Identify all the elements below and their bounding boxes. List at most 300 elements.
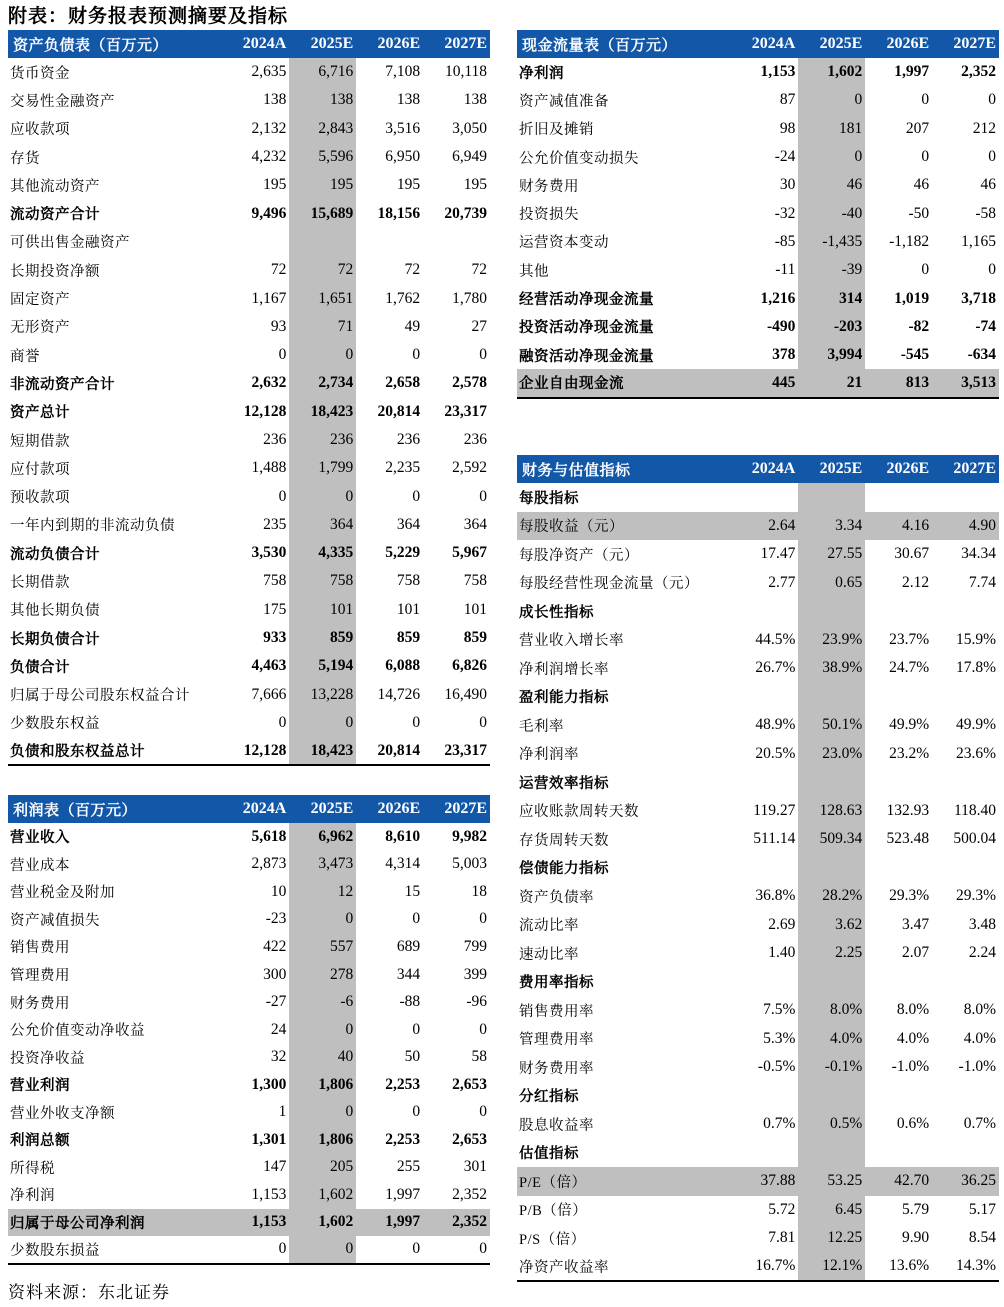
row-label: 少数股东损益	[10, 1242, 100, 1259]
column-header-2024A: 2024A	[222, 30, 289, 58]
cell-2027E: 0	[479, 910, 487, 928]
cell-2025E: 0	[289, 482, 356, 510]
cell-2026E: 689	[396, 937, 421, 955]
cell-2024A	[222, 228, 289, 256]
cell-2027E: 58	[471, 1048, 487, 1066]
table-row	[517, 626, 999, 655]
cell-2024A: 0	[278, 487, 287, 505]
column-header-2027E: 2027E	[423, 795, 490, 823]
row-label: 每股收益（元）	[517, 512, 731, 541]
cell-2027E	[932, 854, 999, 883]
table-row	[517, 1196, 999, 1225]
cell-2024A: 48.9%	[755, 716, 796, 734]
cell-2026E: 0	[412, 487, 421, 505]
source-note: 资料来源：东北证券	[8, 1283, 170, 1302]
cell-2025E	[798, 1082, 865, 1111]
cell-2024A	[731, 483, 798, 512]
cell-2024A: 17.47	[760, 545, 796, 563]
table-row	[8, 1016, 490, 1044]
table-row	[517, 86, 999, 114]
cell-2024A: -490	[766, 317, 796, 335]
cell-2026E: 14,726	[377, 685, 421, 703]
cell-2025E: 364	[289, 511, 356, 539]
cell-2024A: 4,232	[251, 148, 287, 166]
cell-2026E: 8.0%	[896, 1001, 930, 1019]
column-header-2027E: 2027E	[932, 30, 999, 58]
cell-2027E: 799	[463, 937, 487, 955]
cell-2027E: 16,490	[444, 685, 487, 703]
table-title: 现金流量表（百万元）	[517, 30, 731, 58]
row-label: 销售费用	[10, 940, 70, 957]
cell-2026E: 523.48	[886, 830, 930, 848]
cell-2025E: -39	[798, 256, 865, 284]
cell-2027E: 1,780	[452, 289, 487, 307]
cell-2026E: 859	[396, 629, 421, 647]
table-row	[517, 199, 999, 227]
cell-2027E: 500.04	[953, 830, 996, 848]
cell-2025E	[798, 854, 865, 883]
row-label: 利润总额	[10, 1133, 70, 1150]
cell-2024A: -27	[265, 993, 287, 1011]
cell-2025E: 3,994	[798, 341, 865, 369]
row-label: 负债合计	[10, 659, 70, 676]
cell-2025E: 0	[798, 86, 865, 114]
metrics-table	[517, 455, 999, 1282]
cell-2025E: 236	[289, 426, 356, 454]
cell-2025E: 1,799	[289, 454, 356, 482]
cell-2027E: 0	[479, 487, 487, 505]
cell-2027E: 138	[463, 91, 487, 109]
row-label: 融资活动净现金流量	[519, 348, 654, 365]
income-statement-table	[8, 795, 490, 1265]
cell-2025E: -6	[289, 988, 356, 1016]
row-label: 营业收入增长率	[519, 633, 624, 650]
row-label: 流动负债合计	[10, 546, 100, 563]
cell-2024A	[731, 854, 798, 883]
row-label: 资产负债率	[519, 889, 594, 906]
column-header-2024A: 2024A	[222, 795, 289, 823]
row-label: 每股指标	[519, 490, 579, 507]
cell-2026E: 15	[404, 882, 421, 900]
cell-2024A: 24	[270, 1020, 287, 1038]
cell-2024A: 0	[278, 346, 287, 364]
table-row	[517, 683, 999, 712]
row-label: 营业外收支净额	[10, 1105, 115, 1122]
cell-2025E: 0	[289, 1016, 356, 1044]
cell-2026E: 344	[396, 965, 421, 983]
row-label: 经营活动净现金流量	[519, 292, 654, 309]
cell-2025E: 314	[798, 284, 865, 312]
cell-2026E: 0	[412, 1103, 421, 1121]
balance-sheet-table	[8, 30, 490, 766]
header-row	[517, 455, 999, 483]
cell-2024A: -24	[774, 148, 796, 166]
cell-2024A: 758	[263, 572, 287, 590]
cell-2024A: -11	[775, 261, 796, 279]
cell-2026E: 1,762	[385, 289, 421, 307]
cell-2026E: 0.6%	[896, 1115, 930, 1133]
cell-2026E: -82	[908, 317, 930, 335]
column-header-2027E: 2027E	[932, 455, 999, 483]
cell-2024A: 16.7%	[755, 1257, 796, 1275]
cell-2026E: 2,253	[385, 1075, 421, 1093]
cell-2024A: 87	[779, 91, 796, 109]
table-row	[517, 1082, 999, 1111]
row-label: 分红指标	[519, 1089, 579, 1106]
cell-2024A: 147	[263, 1158, 287, 1176]
cell-2025E: 71	[289, 313, 356, 341]
cell-2027E: 6,826	[452, 657, 487, 675]
cell-2025E: 1,602	[289, 1209, 356, 1237]
cell-2027E: 4.90	[932, 512, 999, 541]
cell-2027E: 118.40	[953, 801, 996, 819]
cell-2025E: 0	[289, 1236, 356, 1264]
cell-2025E	[798, 683, 865, 712]
page-title: 附表：财务报表预测摘要及指标	[8, 6, 289, 27]
cell-2025E: 21	[798, 369, 865, 397]
cell-2027E: 5,003	[452, 855, 487, 873]
cell-2024A: 44.5%	[755, 630, 796, 648]
row-label: 折旧及摊销	[519, 122, 594, 139]
row-label: 流动比率	[519, 918, 579, 935]
row-label: 营业税金及附加	[10, 885, 115, 902]
table-row	[8, 256, 490, 284]
cell-2026E: 3,516	[385, 119, 421, 137]
table-row	[517, 540, 999, 569]
cell-2026E	[865, 483, 932, 512]
cell-2025E: 138	[289, 86, 356, 114]
row-label: 交易性金融资产	[10, 93, 115, 110]
cell-2027E: 236	[463, 431, 487, 448]
cell-2024A: 235	[263, 515, 287, 533]
column-header-2026E: 2026E	[356, 30, 423, 58]
table-row	[8, 369, 490, 397]
cell-2026E: 255	[396, 1158, 421, 1176]
cell-2025E: 1,806	[289, 1071, 356, 1099]
cell-2027E: 34.34	[961, 545, 996, 563]
column-header-2025E: 2025E	[289, 30, 356, 58]
table-row	[8, 567, 490, 595]
cell-2025E: 6,716	[289, 58, 356, 86]
table-row	[8, 1071, 490, 1099]
cell-2024A: 119.27	[753, 801, 796, 819]
cell-2027E: 8.54	[968, 1229, 996, 1247]
cell-2024A: -32	[774, 204, 796, 222]
table-title: 利润表（百万元）	[8, 795, 222, 823]
cell-2027E: 46	[980, 176, 996, 194]
cell-2025E: 859	[289, 624, 356, 652]
cell-2024A	[731, 597, 798, 626]
cell-2026E: 236	[396, 431, 421, 448]
cell-2025E: 40	[289, 1043, 356, 1071]
table-row	[8, 171, 490, 199]
cell-2025E: -203	[798, 313, 865, 341]
cell-2025E	[798, 1139, 865, 1168]
row-label: 资产总计	[10, 405, 70, 422]
row-label: 流动资产合计	[10, 207, 100, 224]
row-label: P/B（倍）	[519, 1203, 588, 1220]
row-label: 营业利润	[10, 1078, 70, 1095]
cell-2027E: 0	[988, 148, 996, 166]
cell-2026E	[865, 854, 932, 883]
cell-2026E: 0	[412, 1020, 421, 1038]
cell-2026E: 132.93	[886, 801, 930, 819]
table-title: 资产负债表（百万元）	[8, 30, 222, 58]
table-row	[8, 511, 490, 539]
header-row	[8, 30, 490, 58]
cell-2025E: 4.0%	[798, 1025, 865, 1054]
cell-2025E: 6.45	[798, 1196, 865, 1225]
cell-2025E: 509.34	[798, 825, 865, 854]
cell-2025E: 195	[289, 171, 356, 199]
cell-2024A: 37.88	[731, 1167, 798, 1196]
cell-2024A: 7.81	[768, 1229, 796, 1247]
cell-2024A: 5.3%	[763, 1029, 796, 1047]
table-row	[517, 115, 999, 143]
cell-2026E: 0	[412, 1240, 421, 1258]
cell-2024A	[731, 768, 798, 797]
cell-2025E: 53.25	[798, 1167, 865, 1196]
row-label: 商誉	[10, 348, 40, 365]
cell-2026E: 2,253	[385, 1130, 421, 1148]
cell-2026E: 758	[396, 572, 421, 590]
row-label: 其他	[519, 263, 549, 280]
cell-2027E: -634	[967, 346, 996, 364]
table-row	[8, 1181, 490, 1209]
row-label: 偿债能力指标	[519, 861, 609, 878]
cell-2025E: 2.25	[798, 939, 865, 968]
cell-2027E: 0	[479, 713, 487, 731]
table-row	[8, 313, 490, 341]
cell-2027E: 15.9%	[955, 630, 996, 648]
cell-2026E: 0	[921, 261, 930, 279]
header-row	[517, 30, 999, 58]
row-label: 应收账款周转天数	[519, 804, 639, 821]
cell-2027E: 2,352	[423, 1209, 490, 1237]
cell-2025E: 8.0%	[798, 996, 865, 1025]
cell-2026E: 138	[396, 91, 421, 109]
cell-2025E: 4,335	[289, 539, 356, 567]
table-row	[8, 58, 490, 86]
cell-2025E: 758	[289, 567, 356, 595]
cell-2027E: 758	[463, 572, 487, 590]
cell-2024A: 138	[263, 91, 287, 109]
table-row	[517, 1253, 999, 1282]
cell-2024A: 2.77	[768, 573, 796, 591]
cell-2026E	[356, 228, 423, 256]
table-row	[517, 171, 999, 199]
cell-2025E: 5,194	[289, 652, 356, 680]
cell-2027E: 0.7%	[963, 1115, 996, 1133]
table-row	[8, 988, 490, 1016]
cell-2026E	[865, 1139, 932, 1168]
cell-2024A: 0	[278, 1240, 287, 1258]
cell-2025E: 128.63	[798, 797, 865, 826]
cell-2027E: 2,578	[452, 374, 487, 392]
column-header-2024A: 2024A	[731, 30, 798, 58]
cell-2025E: -0.1%	[798, 1053, 865, 1082]
table-row	[8, 709, 490, 737]
cell-2025E: 12.1%	[798, 1253, 865, 1282]
cell-2024A: 2,632	[251, 374, 287, 392]
table-row	[8, 737, 490, 765]
cell-2027E: 2,653	[452, 1075, 487, 1093]
cell-2025E: 3.34	[798, 512, 865, 541]
table-row	[517, 711, 999, 740]
table-row	[517, 1139, 999, 1168]
row-label: 短期借款	[10, 433, 70, 450]
cell-2026E: 6,088	[385, 657, 421, 675]
row-label: 公允价值变动净收益	[10, 1023, 145, 1040]
cell-2025E: 12	[289, 878, 356, 906]
cell-2025E: 5,596	[289, 143, 356, 171]
cell-2024A: 300	[263, 965, 287, 983]
table-row	[8, 398, 490, 426]
cell-2024A: 445	[731, 369, 798, 397]
column-header-2024A: 2024A	[731, 455, 798, 483]
row-label: 无形资产	[10, 320, 70, 337]
cell-2026E: 72	[404, 261, 421, 279]
metrics-section	[517, 455, 999, 1282]
row-label: 应付款项	[10, 461, 70, 478]
row-label: 财务费用	[519, 178, 579, 195]
table-row	[8, 199, 490, 227]
row-label: 负债和股东权益总计	[10, 744, 145, 761]
cell-2026E: 0	[412, 713, 421, 731]
table-row	[8, 851, 490, 879]
cell-2025E: 13,228	[289, 681, 356, 709]
cell-2025E	[798, 597, 865, 626]
cell-2025E: 1,651	[289, 284, 356, 312]
cell-2027E: 49.9%	[955, 716, 996, 734]
cell-2024A: 1,153	[251, 1185, 287, 1203]
cell-2026E: -545	[900, 346, 930, 364]
cell-2026E: 18,156	[377, 204, 421, 222]
row-label: 归属于母公司净利润	[8, 1209, 222, 1237]
cash-flow-table	[517, 30, 999, 399]
table-row	[8, 482, 490, 510]
row-label: 预收款项	[10, 490, 70, 507]
table-row	[8, 115, 490, 143]
cell-2025E: 1,602	[289, 1181, 356, 1209]
row-label: 财务费用	[10, 995, 70, 1012]
table-row	[517, 911, 999, 940]
cell-2024A: -23	[265, 910, 287, 928]
cell-2024A	[731, 683, 798, 712]
table-row	[517, 569, 999, 598]
cell-2024A: 236	[263, 431, 287, 448]
cell-2024A: 36.8%	[755, 887, 796, 905]
table-row	[517, 740, 999, 769]
cell-2027E: 27	[471, 317, 487, 335]
cell-2024A: 1,153	[760, 63, 796, 81]
table-row	[8, 454, 490, 482]
table-row	[517, 256, 999, 284]
cell-2025E: 18,423	[289, 398, 356, 426]
table-row	[517, 1025, 999, 1054]
cell-2027E: 36.25	[932, 1167, 999, 1196]
cell-2024A: 3,530	[251, 544, 287, 562]
cell-2027E: 0	[479, 346, 487, 364]
cell-2024A: 9,496	[251, 204, 287, 222]
cell-2027E: 2,592	[452, 459, 487, 477]
cell-2025E: 46	[798, 171, 865, 199]
row-label: 净利润率	[519, 747, 579, 764]
cell-2027E: 23.6%	[955, 744, 996, 762]
table-row	[8, 284, 490, 312]
cell-2027E: 10,118	[444, 63, 487, 81]
table-row	[8, 624, 490, 652]
table-row	[8, 341, 490, 369]
cell-2026E: 30.67	[894, 545, 930, 563]
cell-2024A: 10	[270, 882, 287, 900]
cell-2027E	[932, 968, 999, 997]
cell-2025E: 12.25	[798, 1224, 865, 1253]
cell-2027E: 5.17	[968, 1200, 996, 1218]
cell-2026E: 5.79	[901, 1200, 930, 1218]
cell-2027E: -74	[975, 317, 996, 335]
table-row	[8, 596, 490, 624]
cell-2027E: 0	[988, 261, 996, 279]
cell-2025E: 18,423	[289, 737, 356, 765]
cell-2024A: 2,873	[251, 855, 287, 873]
row-label: 净利润	[10, 1188, 55, 1205]
cell-2026E: 9.90	[901, 1229, 930, 1247]
cell-2026E: 8,610	[385, 827, 421, 845]
header-row	[8, 795, 490, 823]
cell-2024A: 511.14	[753, 830, 796, 848]
cell-2027E: 0	[988, 91, 996, 109]
cell-2027E: 23,317	[444, 741, 487, 759]
cell-2024A: 0.7%	[763, 1115, 796, 1133]
cell-2024A: 378	[772, 346, 796, 364]
cell-2025E: 3.62	[798, 911, 865, 940]
cell-2027E: 72	[471, 261, 487, 279]
cell-2027E: -1.0%	[958, 1058, 996, 1076]
cell-2027E: 5,967	[452, 544, 487, 562]
row-label: 股息收益率	[519, 1117, 594, 1134]
column-header-2025E: 2025E	[798, 30, 865, 58]
cell-2027E: 364	[463, 515, 487, 533]
row-label: 管理费用	[10, 968, 70, 984]
cell-2024A: 72	[270, 261, 287, 279]
table-row	[8, 1236, 490, 1264]
row-label: 毛利率	[519, 718, 564, 735]
cell-2026E: 813	[865, 369, 932, 397]
table-row	[517, 284, 999, 312]
cell-2027E: 212	[972, 119, 996, 137]
cell-2027E: 2,352	[961, 63, 996, 81]
table-row	[8, 426, 490, 454]
cell-2026E: 3.47	[901, 915, 930, 933]
cell-2025E: 557	[289, 933, 356, 961]
row-label: 应收款项	[10, 122, 70, 139]
cell-2026E: -88	[399, 993, 421, 1011]
cell-2024A: 1,301	[251, 1130, 287, 1148]
cell-2027E: 195	[463, 176, 487, 194]
cell-2024A: 93	[270, 317, 287, 335]
cell-2025E: 72	[289, 256, 356, 284]
table-row	[517, 768, 999, 797]
cell-2027E: 301	[463, 1158, 487, 1176]
table-row	[517, 512, 999, 541]
cell-2025E: 0	[289, 341, 356, 369]
cell-2026E: 2,235	[385, 459, 421, 477]
cell-2026E: 29.3%	[889, 887, 930, 905]
table-row	[8, 878, 490, 906]
cell-2025E: 15,689	[289, 199, 356, 227]
row-label: 企业自由现金流	[517, 369, 731, 397]
